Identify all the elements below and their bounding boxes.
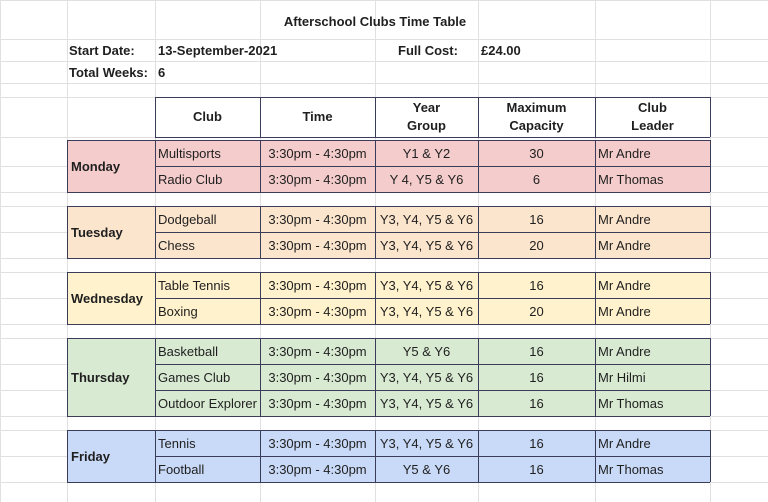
cell-year[interactable]: Y3, Y4, Y5 & Y6 (379, 435, 474, 451)
band-border (67, 338, 710, 339)
column-divider (595, 430, 596, 482)
cell-time[interactable]: 3:30pm - 4:30pm (268, 395, 367, 411)
cell-capacity[interactable]: 16 (529, 369, 544, 385)
header-maximum-text: Maximum (506, 100, 567, 115)
band-border (67, 140, 710, 141)
cell-time[interactable]: 3:30pm - 4:30pm (268, 303, 367, 319)
band-border (67, 430, 710, 431)
cell-time[interactable]: 3:30pm - 4:30pm (268, 461, 367, 477)
cell-year[interactable]: Y1 & Y2 (402, 145, 451, 161)
cell-capacity[interactable]: 16 (529, 211, 544, 227)
cell-year[interactable]: Y3, Y4, Y5 & Y6 (379, 277, 474, 293)
row-divider (155, 390, 710, 391)
cell-club[interactable]: Dodgeball (158, 211, 217, 227)
column-divider (710, 430, 711, 482)
cell-club[interactable]: Tennis (158, 435, 196, 451)
cell-year[interactable]: Y5 & Y6 (402, 343, 451, 359)
cell-leader[interactable]: Mr Andre (598, 145, 651, 161)
row-divider (155, 456, 710, 457)
column-divider (260, 140, 261, 192)
cell-time[interactable]: 3:30pm - 4:30pm (268, 237, 367, 253)
column-divider (260, 338, 261, 416)
band-border (67, 416, 710, 417)
day-label-friday[interactable]: Friday (71, 448, 111, 464)
header-time[interactable] (260, 97, 375, 137)
cell-club[interactable]: Chess (158, 237, 195, 253)
total-weeks-value[interactable]: 6 (158, 64, 166, 80)
band-border (67, 272, 710, 273)
cell-capacity[interactable]: 20 (529, 237, 544, 253)
cell-year[interactable]: Y3, Y4, Y5 & Y6 (379, 211, 474, 227)
cell-capacity[interactable]: 16 (529, 343, 544, 359)
row-divider (155, 232, 710, 233)
column-divider (710, 272, 711, 324)
header-time-text: Time (302, 109, 333, 124)
column-divider (478, 430, 479, 482)
cell-capacity[interactable]: 20 (529, 303, 544, 319)
cell-year[interactable]: Y5 & Y6 (402, 461, 451, 477)
column-divider (595, 206, 596, 258)
cell-capacity[interactable]: 30 (529, 145, 544, 161)
cell-club[interactable]: Games Club (158, 369, 231, 385)
header-max-capacity[interactable] (478, 97, 595, 137)
cell-year[interactable]: Y 4, Y5 & Y6 (389, 171, 464, 187)
header-year-group[interactable] (375, 97, 478, 137)
full-cost-value[interactable]: £24.00 (481, 42, 521, 58)
start-date-value[interactable]: 13-September-2021 (158, 42, 278, 58)
column-divider (595, 338, 596, 416)
band-border (67, 192, 710, 193)
cell-year[interactable]: Y3, Y4, Y5 & Y6 (379, 395, 474, 411)
cell-club[interactable]: Outdoor Explorer (158, 395, 257, 411)
column-divider (155, 430, 156, 482)
header-year-text: Year (412, 100, 441, 115)
cell-time[interactable]: 3:30pm - 4:30pm (268, 343, 367, 359)
cell-leader[interactable]: Mr Thomas (598, 171, 664, 187)
header-column-divider (260, 97, 261, 137)
column-divider (375, 206, 376, 258)
column-divider (595, 272, 596, 324)
cell-capacity[interactable]: 16 (529, 277, 544, 293)
column-divider (478, 140, 479, 192)
band-left-border (67, 140, 68, 192)
cell-leader[interactable]: Mr Thomas (598, 461, 664, 477)
header-capacity-text: Capacity (509, 118, 564, 133)
cell-time[interactable]: 3:30pm - 4:30pm (268, 369, 367, 385)
column-divider (260, 430, 261, 482)
column-divider (710, 206, 711, 258)
column-divider (155, 206, 156, 258)
row-divider (155, 364, 710, 365)
band-border (67, 324, 710, 325)
column-divider (478, 338, 479, 416)
cell-time[interactable]: 3:30pm - 4:30pm (268, 277, 367, 293)
column-divider (710, 140, 711, 192)
column-divider (478, 272, 479, 324)
column-divider (375, 430, 376, 482)
band-left-border (67, 338, 68, 416)
header-column-divider (155, 97, 156, 137)
sheet-title[interactable]: Afterschool Clubs Time Table (283, 13, 467, 29)
column-divider (595, 140, 596, 192)
header-border (155, 137, 710, 138)
day-label-tuesday[interactable]: Tuesday (71, 224, 123, 240)
cell-leader[interactable]: Mr Andre (598, 343, 651, 359)
day-label-thursday[interactable]: Thursday (71, 369, 130, 385)
header-border (155, 97, 710, 98)
cell-time[interactable]: 3:30pm - 4:30pm (268, 211, 367, 227)
band-border (67, 258, 710, 259)
column-divider (155, 140, 156, 192)
cell-capacity[interactable]: 16 (529, 395, 544, 411)
cell-leader[interactable]: Mr Andre (598, 303, 651, 319)
column-divider (260, 206, 261, 258)
cell-club[interactable]: Multisports (158, 145, 221, 161)
header-group-text: Group (407, 118, 446, 133)
column-divider (155, 272, 156, 324)
cell-leader[interactable]: Mr Thomas (598, 395, 664, 411)
row-divider (155, 298, 710, 299)
band-border (67, 206, 710, 207)
day-label-wednesday[interactable]: Wednesday (71, 290, 144, 306)
column-divider (375, 140, 376, 192)
cell-year[interactable]: Y3, Y4, Y5 & Y6 (379, 237, 474, 253)
start-date-label[interactable]: Start Date: (69, 42, 135, 58)
cell-club[interactable]: Basketball (158, 343, 218, 359)
cell-club[interactable]: Boxing (158, 303, 198, 319)
header-leader-club-text: Club (638, 100, 667, 115)
header-column-divider (595, 97, 596, 137)
cell-leader[interactable]: Mr Andre (598, 435, 651, 451)
column-divider (155, 338, 156, 416)
cell-leader[interactable]: Mr Andre (598, 237, 651, 253)
header-column-divider (478, 97, 479, 137)
cell-time[interactable]: 3:30pm - 4:30pm (268, 171, 367, 187)
band-left-border (67, 272, 68, 324)
column-divider (375, 338, 376, 416)
band-left-border (67, 206, 68, 258)
cell-club[interactable]: Table Tennis (158, 277, 231, 293)
band-border (67, 482, 710, 483)
cell-leader[interactable]: Mr Andre (598, 211, 651, 227)
column-divider (260, 272, 261, 324)
cell-time[interactable]: 3:30pm - 4:30pm (268, 145, 367, 161)
cell-leader[interactable]: Mr Andre (598, 277, 651, 293)
band-left-border (67, 430, 68, 482)
cell-time[interactable]: 3:30pm - 4:30pm (268, 435, 367, 451)
header-column-divider (375, 97, 376, 137)
total-weeks-label[interactable]: Total Weeks: (69, 64, 148, 80)
cell-capacity[interactable]: 6 (532, 171, 541, 187)
column-divider (710, 338, 711, 416)
cell-club[interactable]: Football (158, 461, 205, 477)
header-club-leader[interactable] (595, 97, 710, 137)
header-leader-text: Leader (631, 118, 674, 133)
cell-year[interactable]: Y3, Y4, Y5 & Y6 (379, 303, 474, 319)
cell-year[interactable]: Y3, Y4, Y5 & Y6 (379, 369, 474, 385)
cell-leader[interactable]: Mr Hilmi (598, 369, 646, 385)
full-cost-label[interactable]: Full Cost: (398, 42, 458, 58)
cell-capacity[interactable]: 16 (529, 461, 544, 477)
header-club[interactable] (155, 97, 260, 137)
column-divider (375, 272, 376, 324)
column-divider (478, 206, 479, 258)
day-label-monday[interactable]: Monday (71, 158, 121, 174)
header-club-text: Club (193, 109, 222, 124)
cell-club[interactable]: Radio Club (158, 171, 223, 187)
cell-capacity[interactable]: 16 (529, 435, 544, 451)
row-divider (155, 166, 710, 167)
header-column-divider (710, 97, 711, 137)
